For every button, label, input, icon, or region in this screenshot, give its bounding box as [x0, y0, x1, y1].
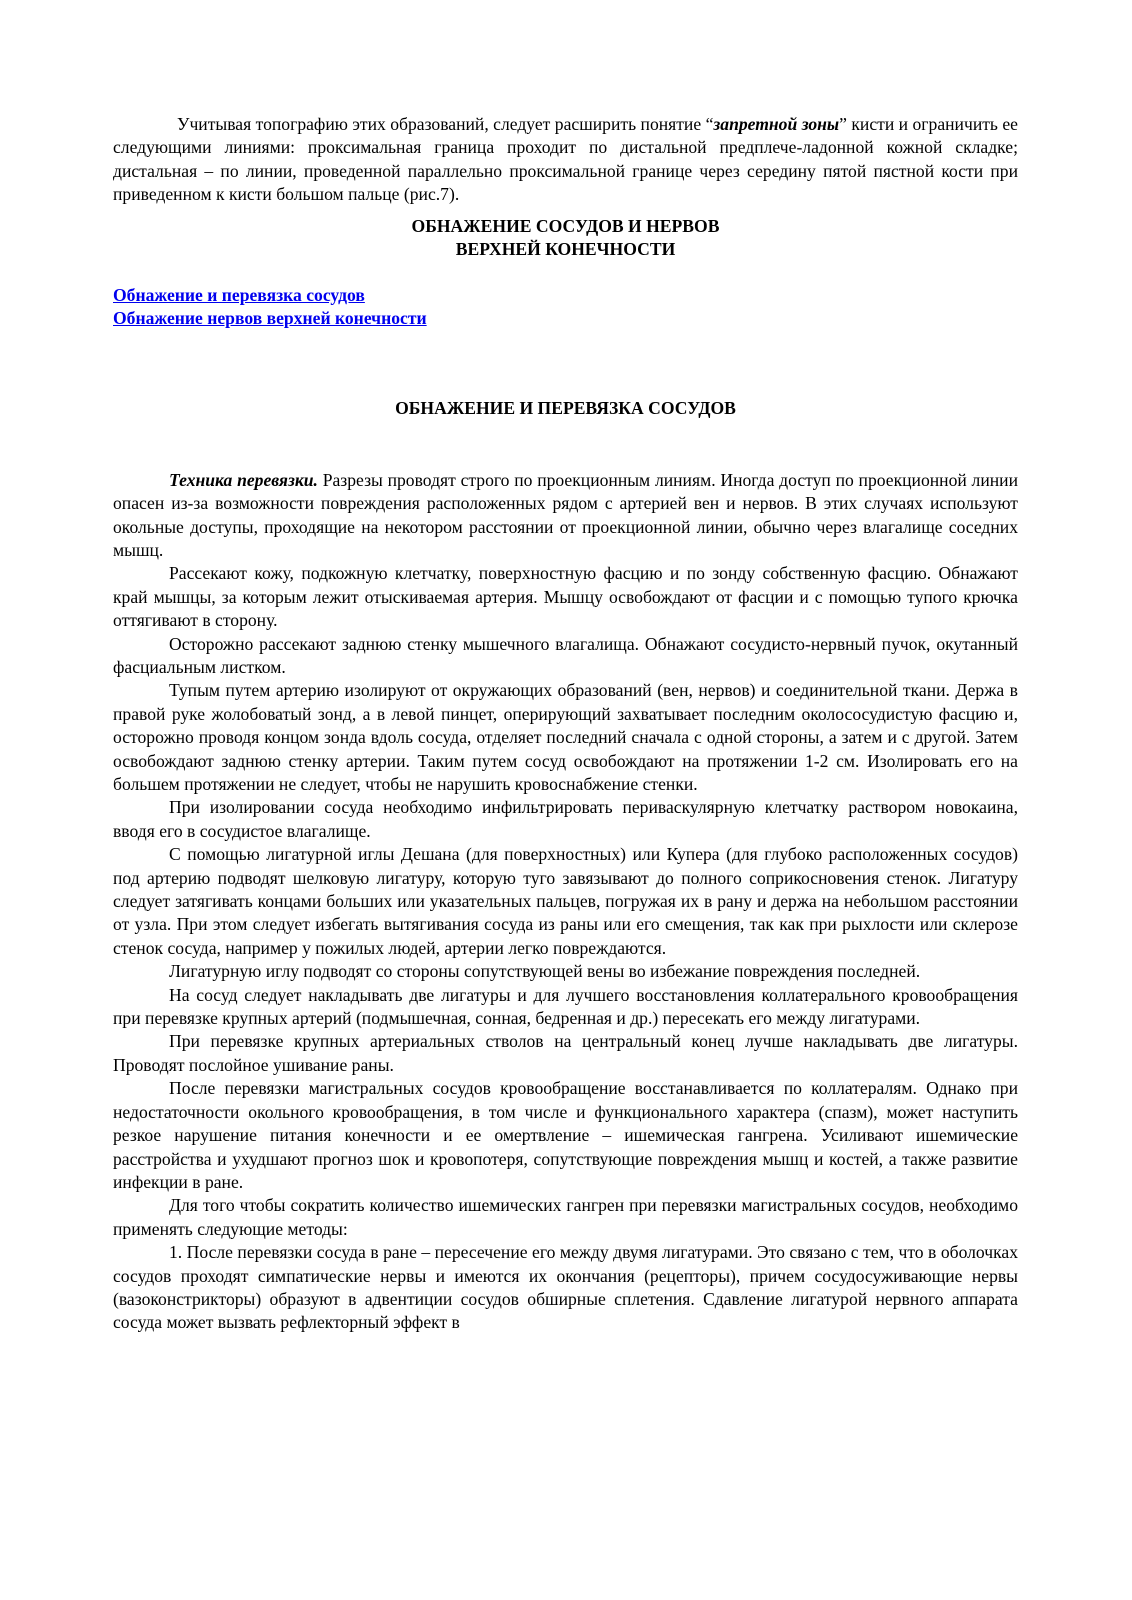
main-heading: [113, 215, 1018, 262]
intro-text-before: Учитывая топографию этих образований, следует расширить понятие “: [177, 114, 714, 134]
paragraph: Тупым путем артерию изолируют от окружающих образований (вен, нервов) и соединительной ткани. Держа в правой руке жолобоватый зонд, а в левой пинцет, оперирующий захватывает последним околососудистую фасцию и, осторожно проводя концом зонда вдоль сосуда, отделяет последний сначала с одной стороны, а затем и с другой. Затем освобождают заднюю стенку артерии. Таким путем сосуд освобождают на протяжении 1-2 см. Изолировать его на большем протяжении не следует, чтобы не нарушить кровоснабжение стенки.: [113, 680, 1018, 794]
paragraph: 1. После перевязки сосуда в ране – пересечение его между двумя лигатурами. Это связано с тем, что в оболочках сосудов проходят симпатические нервы и имеются их окончания (рецепторы), причем сосудосуживающие нервы (вазоконстрикторы) образуют в адвентиции сосудов обширные сплетения. Сдавление лигатурой нервного аппарата сосуда может вызвать рефлекторный эффект в: [113, 1242, 1018, 1333]
paragraph: При перевязке крупных артериальных стволов на центральный конец лучше накладывать две лигатуры. Проводят послойное ушивание раны.: [113, 1031, 1018, 1075]
document-page: [113, 113, 1018, 1335]
lead-paragraph: [113, 469, 1018, 563]
link-nerve-exposure[interactable]: Обнажение нервов верхней конечности: [113, 308, 427, 329]
paragraph: После перевязки магистральных сосудов кровообращение восстанавливается по коллатералям. Однако при недостаточности окольного кровообращения, в том числе и функционального характера (спазм), может наступить резкое нарушение питания конечности и ее омертвление – ишемическая гангрена. Усиливают ишемические расстройства и ухудшают прогноз шок и кровопотеря, сопутствующие повреждения мышц и костей, а также развитие инфекции в ране.: [113, 1078, 1018, 1192]
paragraph: Рассекают кожу, подкожную клетчатку, поверхностную фасцию и по зонду собственную фасцию. Обнажают край мышцы, за которым лежит отыскиваемая артерия. Мышцу освобождают от фасции и с помощью тупого крючка оттягивают в сторону.: [113, 563, 1018, 631]
forbidden-zone-emphasis: запретной зоны: [713, 114, 840, 134]
paragraph: Осторожно рассекают заднюю стенку мышечного влагалища. Обнажают сосудисто-нервный пучок, окутанный фасциальным листком.: [113, 633, 1018, 677]
main-heading-line-1: ОБНАЖЕНИЕ СОСУДОВ И НЕРВОВ: [411, 215, 720, 236]
lead-label: Техника перевязки.: [169, 469, 318, 490]
section-body: [113, 469, 1018, 1335]
paragraph: Для того чтобы сократить количество ишемических гангрен при перевязки магистральных сосудов, необходимо применять следующие методы:: [113, 1195, 1018, 1239]
intro-text-after: ” кисти и ограничить ее следующими линиями: проксимальная граница проходит по дистальной предплече-ладонной кожной складке; дистальная – по линии, проведенной параллельно проксимальной границе через середину пятой пястной кости при приведенном к кисти большом пальце (рис.7).: [113, 114, 1018, 205]
link-vessel-exposure[interactable]: Обнажение и перевязка сосудов: [113, 284, 365, 305]
paragraph: На сосуд следует накладывать две лигатуры и для лучшего восстановления коллатерального кровообращения при перевязке крупных артерий (подмышечная, сонная, бедренная и др.) пересекать его между лигатурами.: [113, 984, 1018, 1029]
intro-paragraph: [113, 113, 1018, 207]
lead-text: Разрезы проводят строго по проекционным линиям. Иногда доступ по проекционной линии опасен из-за возможности повреждения расположенных рядом с артерией вен и нервов. В этих случаях используют окольные доступы, проходящие на некотором расстоянии от проекционной линии, обычно через влагалище соседних мышц.: [113, 469, 1018, 560]
paragraph: С помощью лигатурной иглы Дешана (для поверхностных) или Купера (для глубоко расположенных сосудов) под артерию подводят шелковую лигатуру, которую туго завязывают до полного соприкосновения стенок. Лигатуру следует затягивать концами больших или указательных пальцев, погружая их в рану и держа на небольшом расстоянии от узла. При этом следует избегать вытягивания сосуда из раны или его смещения, так как при рыхлости или склерозе стенок сосуда, например у пожилых людей, артерии легко повреждаются.: [113, 844, 1018, 958]
paragraph: Лигатурную иглу подводят со стороны сопутствующей вены во избежание повреждения последней.: [169, 961, 921, 982]
section-title: ОБНАЖЕНИЕ И ПЕРЕВЯЗКА СОСУДОВ: [395, 398, 736, 419]
main-heading-line-2: ВЕРХНЕЙ КОНЕЧНОСТИ: [455, 239, 676, 260]
paragraph: При изолировании сосуда необходимо инфильтрировать периваскулярную клетчатку раствором новокаина, вводя его в сосудистое влагалище.: [113, 797, 1018, 841]
contents-links: [113, 284, 1018, 332]
